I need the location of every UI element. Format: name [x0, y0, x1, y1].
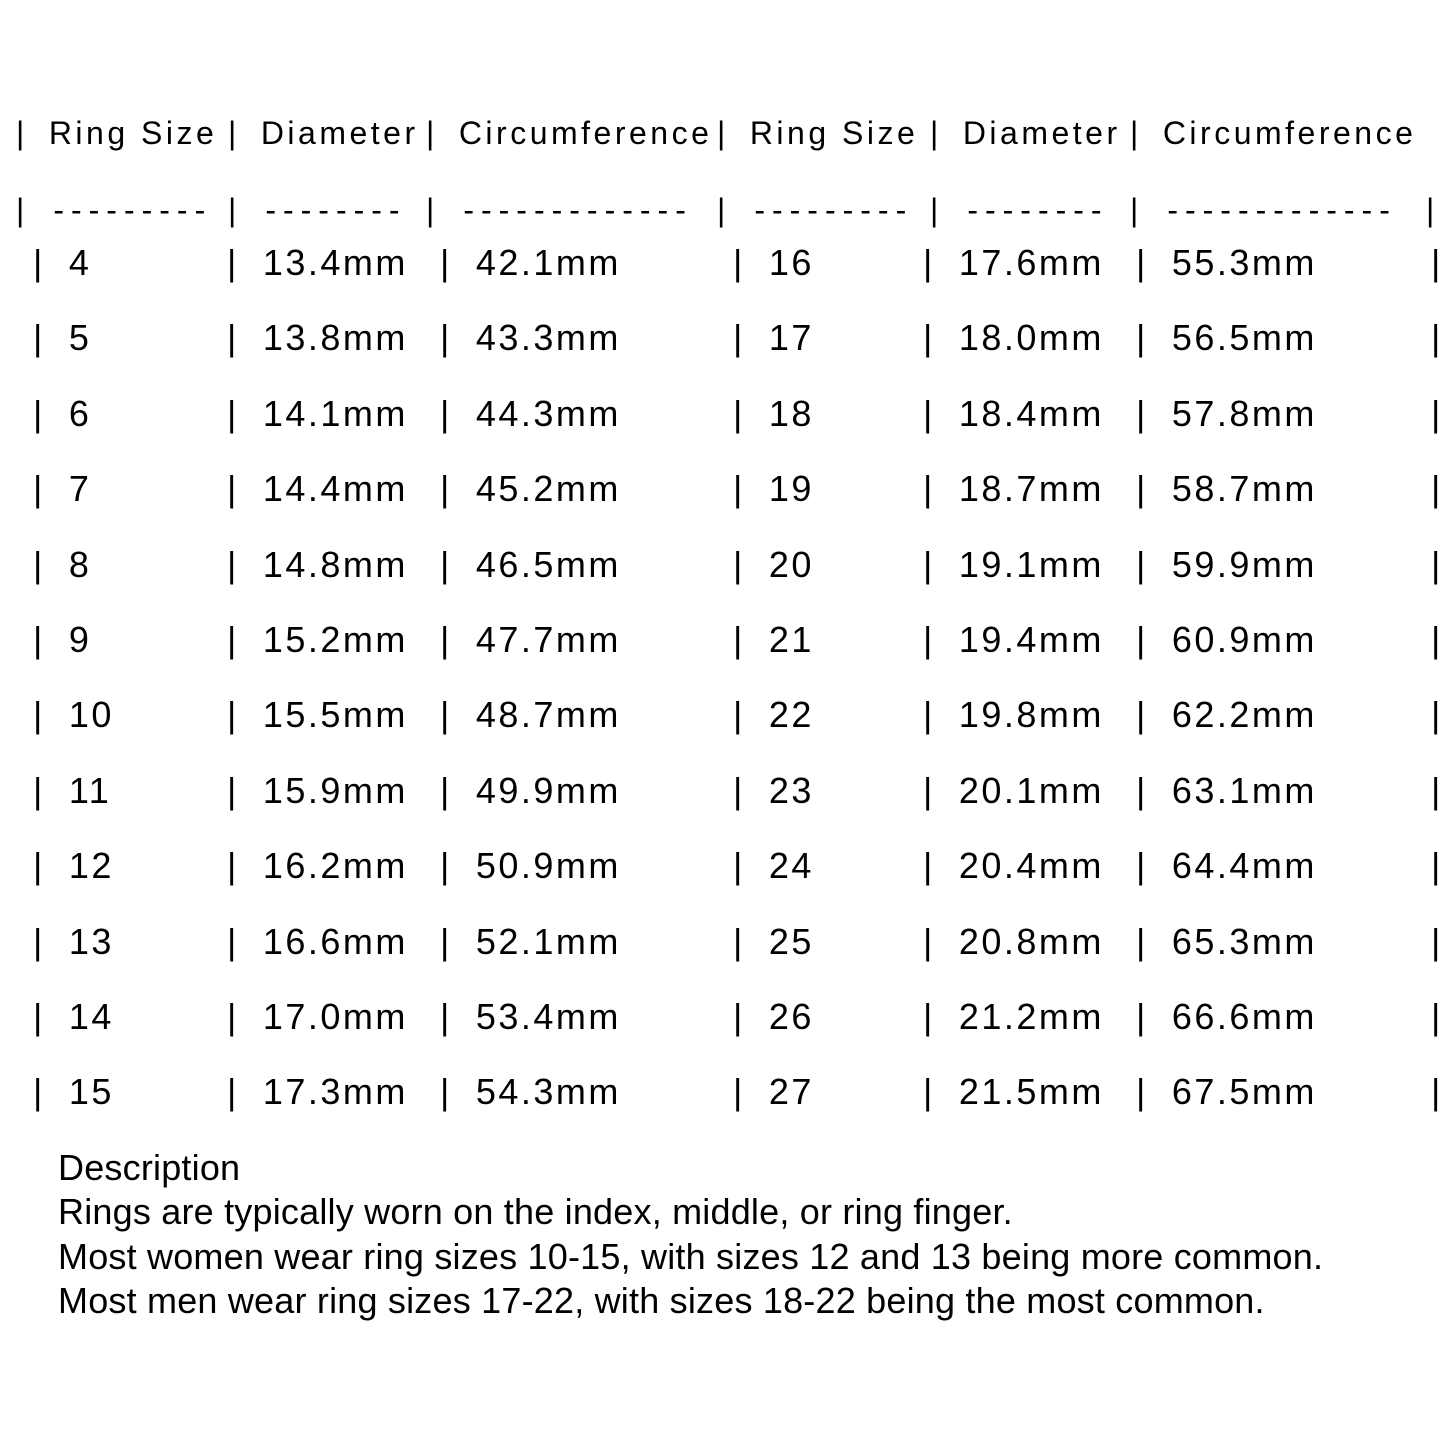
cell-diameter-left — [227, 771, 440, 811]
pipe-separator: | — [227, 920, 239, 962]
circumference-value: 64.4mm — [1171, 845, 1317, 887]
pipe-separator: | — [227, 543, 239, 585]
ring-size-value: 4 — [68, 242, 92, 283]
cell-diameter-right — [923, 695, 1136, 735]
circumference-value: 67.5mm — [1171, 1071, 1317, 1113]
cell-diameter-left — [227, 243, 440, 283]
cell-ring-size-right — [733, 620, 923, 660]
ring-size-value: 13 — [68, 920, 114, 962]
pipe-separator: | — [33, 845, 45, 887]
pipe-separator: | — [923, 996, 935, 1037]
circumference-value: 47.7mm — [475, 619, 621, 660]
cell-circumference-left — [440, 997, 733, 1037]
pipe-separator: | — [1431, 619, 1443, 660]
cell-ring-size-left — [33, 997, 227, 1037]
ring-size-value: 18 — [768, 392, 814, 434]
cell-ring-size-right — [733, 771, 923, 811]
diameter-value: 20.8mm — [958, 920, 1104, 962]
pipe-separator: | — [923, 694, 935, 736]
diameter-value: 17.3mm — [262, 1071, 408, 1113]
diameter-value: 21.2mm — [958, 996, 1104, 1037]
ring-size-value: 27 — [768, 1071, 814, 1113]
pipe-separator: | — [1431, 996, 1443, 1037]
diameter-value: 15.2mm — [262, 619, 408, 660]
pipe-separator: | — [1431, 920, 1443, 962]
circumference-value: 48.7mm — [475, 694, 621, 736]
cell-ring-size-right — [733, 922, 923, 962]
diameter-value: 13.4mm — [262, 242, 408, 283]
cell-ring-size-left — [33, 394, 227, 434]
circumference-value: 53.4mm — [475, 996, 621, 1037]
pipe-separator: | — [16, 192, 32, 228]
pipe-separator: | — [733, 1071, 745, 1113]
cell-ring-size-right — [733, 243, 923, 283]
pipe-separator: | — [1130, 192, 1146, 228]
cell-circumference-left — [440, 394, 733, 434]
cell-diameter-right — [923, 318, 1136, 358]
separator-dashes: --------- — [53, 192, 213, 228]
pipe-separator: | — [923, 619, 935, 660]
cell-circumference-right — [1136, 997, 1431, 1037]
pipe-separator: | — [1431, 694, 1443, 736]
separator-dashes: -------- — [967, 192, 1109, 228]
pipe-separator: | — [440, 1071, 452, 1113]
circumference-value: 59.9mm — [1171, 543, 1317, 585]
description-line: Most men wear ring sizes 17-22, with sizes 18-22 being the most common. — [58, 1280, 1265, 1322]
cell-circumference-right — [1136, 620, 1431, 660]
pipe-separator: | — [227, 996, 239, 1037]
pipe-separator: | — [440, 996, 452, 1037]
pipe-separator: | — [33, 543, 45, 585]
ring-size-value: 25 — [768, 920, 814, 962]
circumference-value: 55.3mm — [1171, 242, 1317, 283]
pipe-separator: | — [227, 694, 239, 736]
cell-circumference-left — [440, 318, 733, 358]
diameter-value: 14.8mm — [262, 543, 408, 585]
cell-ring-size-right — [733, 545, 923, 585]
circumference-value: 46.5mm — [475, 543, 621, 585]
cell-diameter-left — [227, 846, 440, 886]
circumference-value: 56.5mm — [1171, 317, 1317, 359]
ring-size-value: 22 — [768, 694, 814, 736]
ring-size-value: 15 — [68, 1071, 114, 1113]
cell-circumference-right — [1136, 469, 1431, 509]
ring-size-value: 9 — [68, 619, 92, 660]
description-title: Description — [58, 1147, 241, 1188]
ring-size-value: 26 — [768, 996, 814, 1037]
pipe-separator: | — [1431, 242, 1443, 283]
cell-ring-size-right — [733, 318, 923, 358]
description-section — [58, 1146, 1323, 1324]
cell-circumference-left — [440, 695, 733, 735]
diameter-value: 14.4mm — [262, 468, 408, 510]
pipe-separator: | — [1136, 694, 1148, 736]
column-header-circumference: Circumference — [458, 115, 713, 151]
header-cell-ring-size-right — [717, 113, 930, 153]
pipe-separator: | — [228, 115, 240, 151]
pipe-separator: | — [440, 468, 452, 510]
table-row — [33, 545, 1443, 585]
column-header-diameter: Diameter — [260, 115, 419, 151]
cell-ring-size-right — [733, 997, 923, 1037]
cell-ring-size-left — [33, 545, 227, 585]
cell-circumference-right — [1136, 318, 1431, 358]
cell-diameter-right — [923, 771, 1136, 811]
pipe-separator: | — [717, 115, 729, 151]
cell-circumference-left — [440, 243, 733, 283]
pipe-separator: | — [1431, 845, 1443, 887]
cell-diameter-left — [227, 620, 440, 660]
pipe-separator: | — [923, 769, 935, 811]
pipe-separator: | — [33, 468, 45, 510]
circumference-value: 63.1mm — [1171, 769, 1317, 811]
separator-dashes: --------- — [754, 192, 914, 228]
cell-ring-size-right — [733, 469, 923, 509]
pipe-separator: | — [227, 619, 239, 660]
diameter-value: 21.5mm — [958, 1071, 1104, 1113]
ring-size-value: 20 — [768, 543, 814, 585]
pipe-separator: | — [227, 468, 239, 510]
cell-ring-size-right — [733, 394, 923, 434]
pipe-separator: | — [1136, 468, 1148, 510]
diameter-value: 18.0mm — [958, 317, 1104, 359]
pipe-separator: | — [33, 996, 45, 1037]
separator-cell — [717, 190, 930, 230]
diameter-value: 14.1mm — [262, 392, 408, 434]
cell-ring-size-left — [33, 846, 227, 886]
pipe-separator: | — [440, 543, 452, 585]
cell-diameter-right — [923, 620, 1136, 660]
column-header-ring-size: Ring Size — [749, 115, 919, 151]
ring-size-value: 12 — [68, 845, 114, 887]
circumference-value: 65.3mm — [1171, 920, 1317, 962]
pipe-separator: | — [33, 694, 45, 736]
pipe-separator: | — [227, 845, 239, 887]
separator-dashes: ------------- — [463, 192, 693, 228]
table-row — [33, 695, 1443, 735]
header-cell-diameter-left — [228, 113, 426, 153]
cell-diameter-left — [227, 545, 440, 585]
diameter-value: 18.7mm — [958, 468, 1104, 510]
pipe-separator: | — [1130, 115, 1142, 151]
diameter-value: 18.4mm — [958, 392, 1104, 434]
circumference-value: 44.3mm — [475, 392, 621, 434]
separator-cell — [16, 190, 228, 230]
cell-ring-size-right — [733, 1072, 923, 1112]
pipe-separator: | — [1136, 845, 1148, 887]
pipe-separator: | — [1136, 317, 1148, 359]
separator-dashes: -------- — [265, 192, 407, 228]
circumference-value: 43.3mm — [475, 317, 621, 359]
pipe-separator: | — [733, 769, 745, 811]
cell-diameter-left — [227, 922, 440, 962]
circumference-value: 57.8mm — [1171, 392, 1317, 434]
cell-ring-size-left — [33, 620, 227, 660]
circumference-value: 52.1mm — [475, 920, 621, 962]
cell-circumference-right — [1136, 922, 1431, 962]
pipe-separator: | — [923, 392, 935, 434]
pipe-separator: | — [1431, 543, 1443, 585]
cell-circumference-left — [440, 469, 733, 509]
cell-circumference-right — [1136, 771, 1431, 811]
cell-ring-size-left — [33, 318, 227, 358]
cell-circumference-left — [440, 922, 733, 962]
table-row — [33, 394, 1443, 434]
pipe-separator: | — [440, 694, 452, 736]
pipe-separator: | — [440, 769, 452, 811]
separator-dashes: ------------- — [1167, 192, 1397, 228]
cell-diameter-left — [227, 394, 440, 434]
circumference-value: 49.9mm — [475, 769, 621, 811]
pipe-separator: | — [733, 242, 745, 283]
pipe-separator: | — [733, 543, 745, 585]
ring-size-value: 5 — [68, 317, 92, 359]
pipe-separator: | — [440, 242, 452, 283]
pipe-separator: | — [440, 619, 452, 660]
ring-size-value: 11 — [68, 769, 112, 811]
pipe-separator: | — [1136, 543, 1148, 585]
cell-diameter-right — [923, 846, 1136, 886]
cell-diameter-right — [923, 997, 1136, 1037]
pipe-separator: | — [733, 317, 745, 359]
table-row — [33, 1072, 1443, 1112]
cell-diameter-left — [227, 469, 440, 509]
pipe-separator: | — [227, 769, 239, 811]
pipe-separator: | — [33, 242, 45, 283]
cell-diameter-right — [923, 469, 1136, 509]
cell-diameter-left — [227, 318, 440, 358]
pipe-separator: | — [1136, 1071, 1148, 1113]
cell-circumference-right — [1136, 846, 1431, 886]
diameter-value: 17.6mm — [958, 242, 1104, 283]
cell-ring-size-left — [33, 1072, 227, 1112]
cell-ring-size-left — [33, 771, 227, 811]
column-header-diameter: Diameter — [962, 115, 1121, 151]
separator-cell — [1130, 190, 1426, 230]
separator-cell — [930, 190, 1130, 230]
cell-ring-size-left — [33, 243, 227, 283]
column-header-ring-size: Ring Size — [48, 115, 218, 151]
header-cell-ring-size-left — [16, 113, 228, 153]
diameter-value: 16.2mm — [262, 845, 408, 887]
table-row — [33, 771, 1443, 811]
cell-circumference-left — [440, 846, 733, 886]
pipe-separator: | — [1136, 920, 1148, 962]
description-line: Most women wear ring sizes 10-15, with sizes 12 and 13 being more common. — [58, 1235, 1324, 1277]
table-row — [33, 846, 1443, 886]
pipe-separator: | — [227, 242, 239, 283]
pipe-separator: | — [33, 920, 45, 962]
cell-circumference-right — [1136, 695, 1431, 735]
cell-diameter-right — [923, 394, 1136, 434]
header-cell-diameter-right — [930, 113, 1130, 153]
circumference-value: 60.9mm — [1171, 619, 1317, 660]
cell-circumference-right — [1136, 545, 1431, 585]
pipe-separator: | — [1136, 242, 1148, 283]
ring-size-value: 17 — [768, 317, 814, 359]
cell-diameter-right — [923, 1072, 1136, 1112]
pipe-separator: | — [923, 317, 935, 359]
diameter-value: 15.5mm — [262, 694, 408, 736]
pipe-separator: | — [227, 1071, 239, 1113]
cell-diameter-left — [227, 997, 440, 1037]
cell-ring-size-right — [733, 846, 923, 886]
pipe-separator: | — [1431, 317, 1443, 359]
cell-diameter-left — [227, 1072, 440, 1112]
table-row — [33, 620, 1443, 660]
diameter-value: 15.9mm — [262, 769, 408, 811]
cell-circumference-left — [440, 771, 733, 811]
pipe-separator: | — [930, 192, 946, 228]
table-separator-row — [16, 190, 1441, 230]
ring-size-value: 24 — [768, 845, 814, 887]
cell-circumference-right — [1136, 243, 1431, 283]
diameter-value: 20.1mm — [958, 769, 1104, 811]
pipe-separator: | — [1431, 1071, 1443, 1113]
pipe-separator: | — [440, 317, 452, 359]
cell-ring-size-left — [33, 469, 227, 509]
table-row — [33, 318, 1443, 358]
table-row — [33, 469, 1443, 509]
cell-diameter-left — [227, 695, 440, 735]
pipe-separator: | — [33, 1071, 45, 1113]
pipe-separator: | — [930, 115, 942, 151]
cell-diameter-right — [923, 545, 1136, 585]
pipe-separator: | — [923, 845, 935, 887]
table-row — [33, 922, 1443, 962]
circumference-value: 50.9mm — [475, 845, 621, 887]
circumference-value: 54.3mm — [475, 1071, 621, 1113]
pipe-separator: | — [1431, 769, 1443, 811]
cell-circumference-left — [440, 545, 733, 585]
pipe-separator: | — [227, 392, 239, 434]
diameter-value: 20.4mm — [958, 845, 1104, 887]
diameter-value: 13.8mm — [262, 317, 408, 359]
circumference-value: 42.1mm — [475, 242, 621, 283]
table-row — [33, 997, 1443, 1037]
circumference-value: 62.2mm — [1171, 694, 1317, 736]
pipe-separator: | — [717, 192, 733, 228]
diameter-value: 19.8mm — [958, 694, 1104, 736]
cell-circumference-left — [440, 620, 733, 660]
pipe-separator: | — [1136, 996, 1148, 1037]
diameter-value: 19.1mm — [958, 543, 1104, 585]
circumference-value: 66.6mm — [1171, 996, 1317, 1037]
cell-circumference-left — [440, 1072, 733, 1112]
cell-diameter-right — [923, 243, 1136, 283]
cell-ring-size-left — [33, 922, 227, 962]
table-header-row — [16, 113, 1416, 153]
cell-diameter-right — [923, 922, 1136, 962]
description-line: Rings are typically worn on the index, middle, or ring finger. — [58, 1191, 1013, 1233]
cell-ring-size-left — [33, 695, 227, 735]
ring-size-value: 19 — [768, 468, 814, 510]
circumference-value: 45.2mm — [475, 468, 621, 510]
pipe-separator: | — [33, 392, 45, 434]
separator-cell — [426, 190, 717, 230]
header-cell-circumference-right — [1130, 113, 1416, 153]
diameter-value: 16.6mm — [262, 920, 408, 962]
pipe-separator: | — [733, 996, 745, 1037]
ring-size-value: 7 — [68, 468, 92, 510]
diameter-value: 17.0mm — [262, 996, 408, 1037]
cell-circumference-right — [1136, 394, 1431, 434]
ring-size-value: 16 — [768, 242, 814, 283]
column-header-circumference: Circumference — [1162, 115, 1417, 151]
pipe-separator: | — [923, 242, 935, 283]
pipe-separator: | — [923, 543, 935, 585]
circumference-value: 58.7mm — [1171, 468, 1317, 510]
pipe-separator: | — [440, 845, 452, 887]
ring-size-value: 6 — [68, 392, 92, 434]
ring-size-value: 23 — [768, 769, 814, 811]
pipe-separator: | — [733, 392, 745, 434]
cell-circumference-right — [1136, 1072, 1431, 1112]
pipe-separator: | — [1136, 769, 1148, 811]
separator-cell — [228, 190, 426, 230]
pipe-separator: | — [733, 694, 745, 736]
pipe-separator: | — [33, 619, 45, 660]
pipe-separator: | — [440, 920, 452, 962]
pipe-separator: | — [1426, 192, 1442, 228]
pipe-separator: | — [1431, 392, 1443, 434]
cell-ring-size-right — [733, 695, 923, 735]
pipe-separator: | — [33, 317, 45, 359]
pipe-separator: | — [426, 115, 438, 151]
pipe-separator: | — [733, 845, 745, 887]
diameter-value: 19.4mm — [958, 619, 1104, 660]
pipe-separator: | — [923, 920, 935, 962]
pipe-separator: | — [1431, 468, 1443, 510]
header-cell-circumference-left — [426, 113, 717, 153]
ring-size-value: 10 — [68, 694, 114, 736]
pipe-separator: | — [733, 920, 745, 962]
table-row — [33, 243, 1443, 283]
pipe-separator: | — [227, 317, 239, 359]
ring-size-value: 14 — [68, 996, 114, 1037]
pipe-separator: | — [228, 192, 244, 228]
pipe-separator: | — [923, 468, 935, 510]
ring-size-value: 21 — [768, 619, 814, 660]
pipe-separator: | — [440, 392, 452, 434]
ring-size-value: 8 — [68, 543, 92, 585]
pipe-separator: | — [33, 769, 45, 811]
pipe-separator: | — [426, 192, 442, 228]
pipe-separator: | — [1136, 392, 1148, 434]
pipe-separator: | — [1136, 619, 1148, 660]
pipe-separator: | — [733, 468, 745, 510]
pipe-separator: | — [923, 1071, 935, 1113]
pipe-separator: | — [16, 115, 28, 151]
pipe-separator: | — [733, 619, 745, 660]
